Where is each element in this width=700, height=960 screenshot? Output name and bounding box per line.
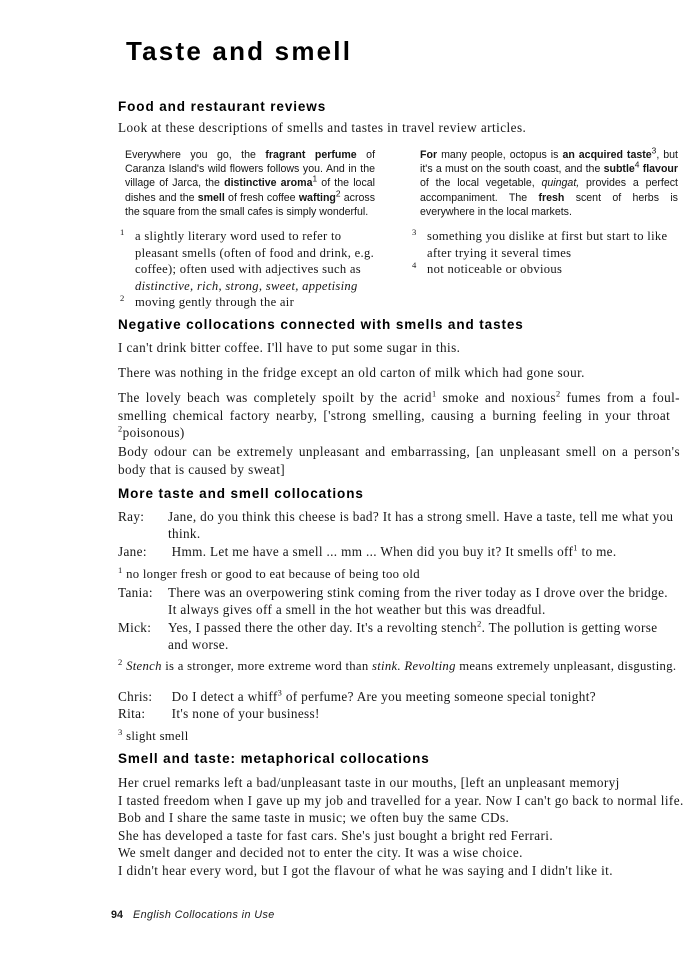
footnote-number: 3 [412, 227, 417, 237]
dialogue-whiff [118, 688, 680, 723]
metaphorical-line: Bob and I share the same taste in music; we often buy the same CDs. [118, 810, 510, 826]
footnote-block-right [412, 228, 678, 278]
dialogue-footnote-whiff [118, 724, 694, 745]
metaphorical-line: I tasted freedom when I gave up my job and travelled for a year. Now I can't go back to normal life. [118, 792, 684, 808]
dialogue-turn [118, 508, 680, 543]
footnote-text: slight smell [126, 729, 189, 744]
section-heading-more-collocations: More taste and smell collocations [118, 486, 364, 501]
footnote-item [120, 294, 382, 311]
dialogue-footnote-off [118, 562, 694, 583]
metaphorical-examples [118, 774, 684, 880]
dialogue-footnote-stench: $^2$ Stench is a stronger, more extreme word than stink. Revolting means extremely unpleasant, disgusting. [118, 657, 677, 674]
footnote-item: 1 a slightly literary word used to refer to pleasant smells (often of food and drink, e.g. coffee); often used with adjectives such as distinctive, rich, strong, sweet, appetising [120, 228, 382, 294]
dialogue-turn [118, 619, 680, 654]
footnote-item [412, 228, 678, 261]
dialogue-speaker: Mick: [118, 619, 152, 635]
metaphorical-line: I didn't hear every word, but I got the flavour of what he was saying and I didn't like it. [118, 862, 613, 878]
dialogue-stink [118, 584, 680, 653]
negative-example-sour: There was nothing in the fridge except an old carton of milk which had gone sour. [118, 365, 585, 380]
footnote-text: moving gently through the air [135, 295, 295, 310]
metaphorical-line: She has developed a taste for fast cars. She's just bought a bright red Ferrari. [118, 827, 554, 843]
page-footer [111, 909, 275, 921]
food-reviews-intro: Look at these descriptions of smells and tastes in travel review articles. [118, 120, 527, 135]
footer-page-number: 94 [111, 909, 124, 921]
negative-example-body-odour: Body odour can be extremely unpleasant and embarrassing, [an unpleasant smell on a person's body that is caused by sweat] [118, 444, 680, 477]
section-heading-food-reviews: Food and restaurant reviews [118, 99, 327, 114]
dialogue-turn [118, 688, 680, 705]
dialogue-line: Yes, I passed there the other day. It's a revolting stench$^2$. The pollution is getting worse and worse. [168, 619, 658, 652]
dialogue-turn [118, 543, 680, 560]
dialogue-speaker: Rita: [118, 706, 146, 722]
dialogue-line: Hmm. Let me have a smell ... mm ... When did you buy it? It smells off$^1$ to me. [168, 543, 617, 559]
dialogue-speaker: Chris: [118, 689, 153, 704]
review-text-left: Everywhere you go, the fragrant perfume of Caranza Island's wild flowers follows you. And in the village of Jarca, the distinctive aroma$^1$ of the local dishes and the smell of fresh coffee wafting$^2$ across the square from the small cafes is simply wonderful. [125, 149, 376, 218]
footnote-number: 4 [412, 260, 417, 271]
footer-book-title: English Collocations in Use [133, 909, 275, 921]
dialogue-line: It's none of your business! [168, 706, 320, 722]
dialogue-cheese [118, 508, 680, 560]
metaphorical-line: Her cruel remarks left a bad/unpleasant taste in our mouths, [left an unpleasant memoryj [118, 775, 620, 790]
footnote-number: 1 [120, 227, 125, 237]
footnote-number: 2 [120, 293, 125, 304]
dialogue-line: Do I detect a whiff$^3$ of perfume? Are you meeting someone special tonight? [168, 688, 596, 704]
footnote-text: no longer fresh or good to eat because of being too old [126, 567, 420, 582]
dialogue-turn [118, 584, 680, 619]
page-title: Taste and smell [126, 36, 353, 66]
dialogue-speaker: Ray: [118, 509, 145, 524]
section-heading-metaphorical: Smell and taste: metaphorical collocations [118, 751, 430, 766]
dialogue-speaker: Tania: [118, 585, 153, 600]
negative-example-bitter: I can't drink bitter coffee. I'll have to put some sugar in this. [118, 340, 461, 355]
footnote-text: not noticeable or obvious [427, 262, 563, 277]
footnote-number: 1 [118, 565, 123, 575]
dialogue-line: There was an overpowering stink coming from the river today as I drove over the bridge. It always gives off a smell in the hot weather but this was dreadful. [168, 585, 668, 618]
metaphorical-line: We smelt danger and decided not to enter the city. It was a wise choice. [118, 845, 523, 861]
dialogue-turn [118, 705, 680, 722]
dialogue-speaker: Jane: [118, 543, 147, 559]
footnote-number: 3 [118, 727, 123, 737]
review-text-right: For many people, octopus is an acquired taste$^3$, but it's a must on the south coast, and the subtle$^4$ flavour of the local vegetable, quingat, provides a perfect accompaniment. The fresh scent of herbs is everywhere in the local markets. [420, 145, 679, 218]
dialogue-line: Jane, do you think this cheese is bad? It has a strong smell. Have a taste, tell me what you think. [168, 509, 674, 542]
footnote-term-stink: stink. Revolting [371, 659, 456, 674]
footnote-term-stench: Stench [126, 659, 162, 674]
footnote-number: 2 [118, 657, 123, 667]
footnote-block-left [120, 228, 382, 311]
section-heading-negative-collocations: Negative collocations connected with smells and tastes [118, 317, 524, 332]
footnote-item [412, 261, 678, 278]
footnote-text: something you dislike at first but start to like after trying it several times [427, 229, 668, 260]
negative-example-acrid: The lovely beach was completely spoilt by the acrid$^1$ smoke and noxious$^2$ fumes from a foul-smelling chemical factory nearby, ['strong smelling, causing a burning feeling in your throat $^2$poisonous) [118, 389, 680, 440]
